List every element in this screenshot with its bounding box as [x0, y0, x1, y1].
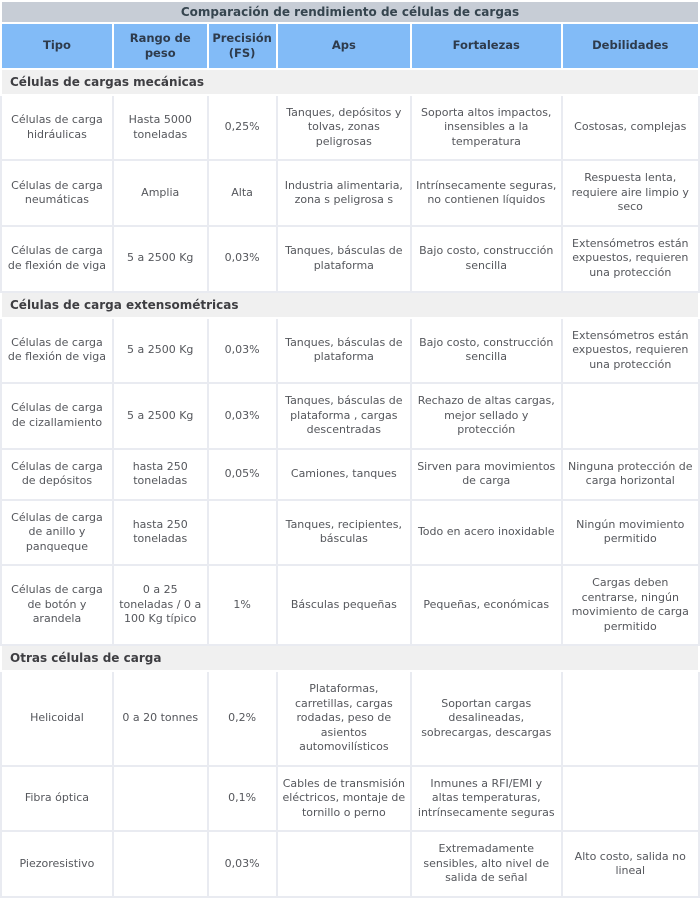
- cell-debilidades: Ningún movimiento permitido: [562, 500, 699, 566]
- table-row: [1, 500, 699, 566]
- section-row: [1, 645, 699, 671]
- cell-debilidades: Extensómetros están expuestos, requieren una protección: [562, 226, 699, 292]
- cell-debilidades: Respuesta lenta, requiere aire limpio y seco: [562, 160, 699, 226]
- column-header-row: [1, 23, 699, 69]
- table-row: [1, 671, 699, 766]
- column-header-debilidades: Debilidades: [562, 23, 699, 69]
- cell-precision-fs: 0,05%: [208, 449, 277, 500]
- table-row: [1, 383, 699, 449]
- cell-fortalezas: Soportan cargas desalineadas, sobrecargas, descargas: [411, 671, 562, 766]
- cell-aps: Plataformas, carretillas, cargas rodadas, peso de asientos automovilísticos: [277, 671, 411, 766]
- cell-precision-fs: 1%: [208, 565, 277, 645]
- table-title: Comparación de rendimiento de células de cargas: [1, 1, 699, 23]
- cell-tipo: Células de carga de anillo y panqueque: [1, 500, 113, 566]
- cell-tipo: Células de carga de cizallamiento: [1, 383, 113, 449]
- cell-tipo: Células de carga de flexión de viga: [1, 226, 113, 292]
- table-row: [1, 565, 699, 645]
- cell-aps: [277, 831, 411, 897]
- cell-rango-de-peso: 5 a 2500 Kg: [113, 318, 208, 384]
- cell-fortalezas: Bajo costo, construcción sencilla: [411, 318, 562, 384]
- cell-aps: Tanques, depósitos y tolvas, zonas peligrosas: [277, 95, 411, 161]
- cell-fortalezas: Todo en acero inoxidable: [411, 500, 562, 566]
- table-row: [1, 160, 699, 226]
- section-header: Otras células de carga: [1, 645, 699, 671]
- cell-precision-fs: Alta: [208, 160, 277, 226]
- cell-precision-fs: 0,03%: [208, 226, 277, 292]
- cell-debilidades: [562, 766, 699, 832]
- table-row: [1, 226, 699, 292]
- cell-debilidades: Ninguna protección de carga horizontal: [562, 449, 699, 500]
- cell-rango-de-peso: 5 a 2500 Kg: [113, 383, 208, 449]
- cell-rango-de-peso: [113, 831, 208, 897]
- table-row: [1, 766, 699, 832]
- cell-fortalezas: Soporta altos impactos, insensibles a la temperatura: [411, 95, 562, 161]
- cell-rango-de-peso: Hasta 5000 toneladas: [113, 95, 208, 161]
- cell-rango-de-peso: 5 a 2500 Kg: [113, 226, 208, 292]
- cell-debilidades: Extensómetros están expuestos, requieren una protección: [562, 318, 699, 384]
- table-row: [1, 318, 699, 384]
- cell-tipo: Piezoresistivo: [1, 831, 113, 897]
- cell-tipo: Fibra óptica: [1, 766, 113, 832]
- cell-debilidades: Costosas, complejas: [562, 95, 699, 161]
- cell-tipo: Células de carga de depósitos: [1, 449, 113, 500]
- cell-fortalezas: Bajo costo, construcción sencilla: [411, 226, 562, 292]
- cell-fortalezas: Inmunes a RFI/EMI y altas temperaturas, intrínsecamente seguras: [411, 766, 562, 832]
- cell-tipo: Células de carga neumáticas: [1, 160, 113, 226]
- cell-debilidades: [562, 383, 699, 449]
- cell-debilidades: Cargas deben centrarse, ningún movimiento de carga permitido: [562, 565, 699, 645]
- cell-rango-de-peso: hasta 250 toneladas: [113, 500, 208, 566]
- cell-rango-de-peso: Amplia: [113, 160, 208, 226]
- section-header: Células de cargas mecánicas: [1, 69, 699, 95]
- cell-fortalezas: Rechazo de altas cargas, mejor sellado y protección: [411, 383, 562, 449]
- section-row: [1, 69, 699, 95]
- cell-rango-de-peso: 0 a 25 toneladas / 0 a 100 Kg típico: [113, 565, 208, 645]
- cell-tipo: Células de carga hidráulicas: [1, 95, 113, 161]
- cell-precision-fs: 0,2%: [208, 671, 277, 766]
- cell-rango-de-peso: 0 a 20 tonnes: [113, 671, 208, 766]
- column-header-aps: Aps: [277, 23, 411, 69]
- cell-aps: Cables de transmisión eléctricos, montaje de tornillo o perno: [277, 766, 411, 832]
- cell-aps: Camiones, tanques: [277, 449, 411, 500]
- table-row: [1, 449, 699, 500]
- table-row: [1, 95, 699, 161]
- cell-debilidades: Alto costo, salida no lineal: [562, 831, 699, 897]
- cell-precision-fs: 0,1%: [208, 766, 277, 832]
- title-row: [1, 1, 699, 23]
- cell-aps: Básculas pequeñas: [277, 565, 411, 645]
- cell-precision-fs: 0,25%: [208, 95, 277, 161]
- column-header-rango-de-peso: Rango de peso: [113, 23, 208, 69]
- cell-debilidades: [562, 671, 699, 766]
- cell-tipo: Células de carga de botón y arandela: [1, 565, 113, 645]
- cell-precision-fs: [208, 500, 277, 566]
- cell-fortalezas: Sirven para movimientos de carga: [411, 449, 562, 500]
- cell-tipo: Helicoidal: [1, 671, 113, 766]
- column-header-fortalezas: Fortalezas: [411, 23, 562, 69]
- column-header-precision-fs: Precisión (FS): [208, 23, 277, 69]
- cell-fortalezas: Pequeñas, económicas: [411, 565, 562, 645]
- cell-aps: Industria alimentaria, zona s peligrosa s: [277, 160, 411, 226]
- table-row: [1, 831, 699, 897]
- column-header-tipo: Tipo: [1, 23, 113, 69]
- cell-precision-fs: 0,03%: [208, 831, 277, 897]
- cell-tipo: Células de carga de flexión de viga: [1, 318, 113, 384]
- section-header: Células de carga extensométricas: [1, 292, 699, 318]
- cell-aps: Tanques, recipientes, básculas: [277, 500, 411, 566]
- cell-aps: Tanques, básculas de plataforma: [277, 318, 411, 384]
- cell-aps: Tanques, básculas de plataforma , cargas descentradas: [277, 383, 411, 449]
- cell-fortalezas: Extremadamente sensibles, alto nivel de salida de señal: [411, 831, 562, 897]
- cell-rango-de-peso: [113, 766, 208, 832]
- cell-fortalezas: Intrínsecamente seguras, no contienen líquidos: [411, 160, 562, 226]
- cell-precision-fs: 0,03%: [208, 383, 277, 449]
- cell-aps: Tanques, básculas de plataforma: [277, 226, 411, 292]
- cell-rango-de-peso: hasta 250 toneladas: [113, 449, 208, 500]
- section-row: [1, 292, 699, 318]
- cell-precision-fs: 0,03%: [208, 318, 277, 384]
